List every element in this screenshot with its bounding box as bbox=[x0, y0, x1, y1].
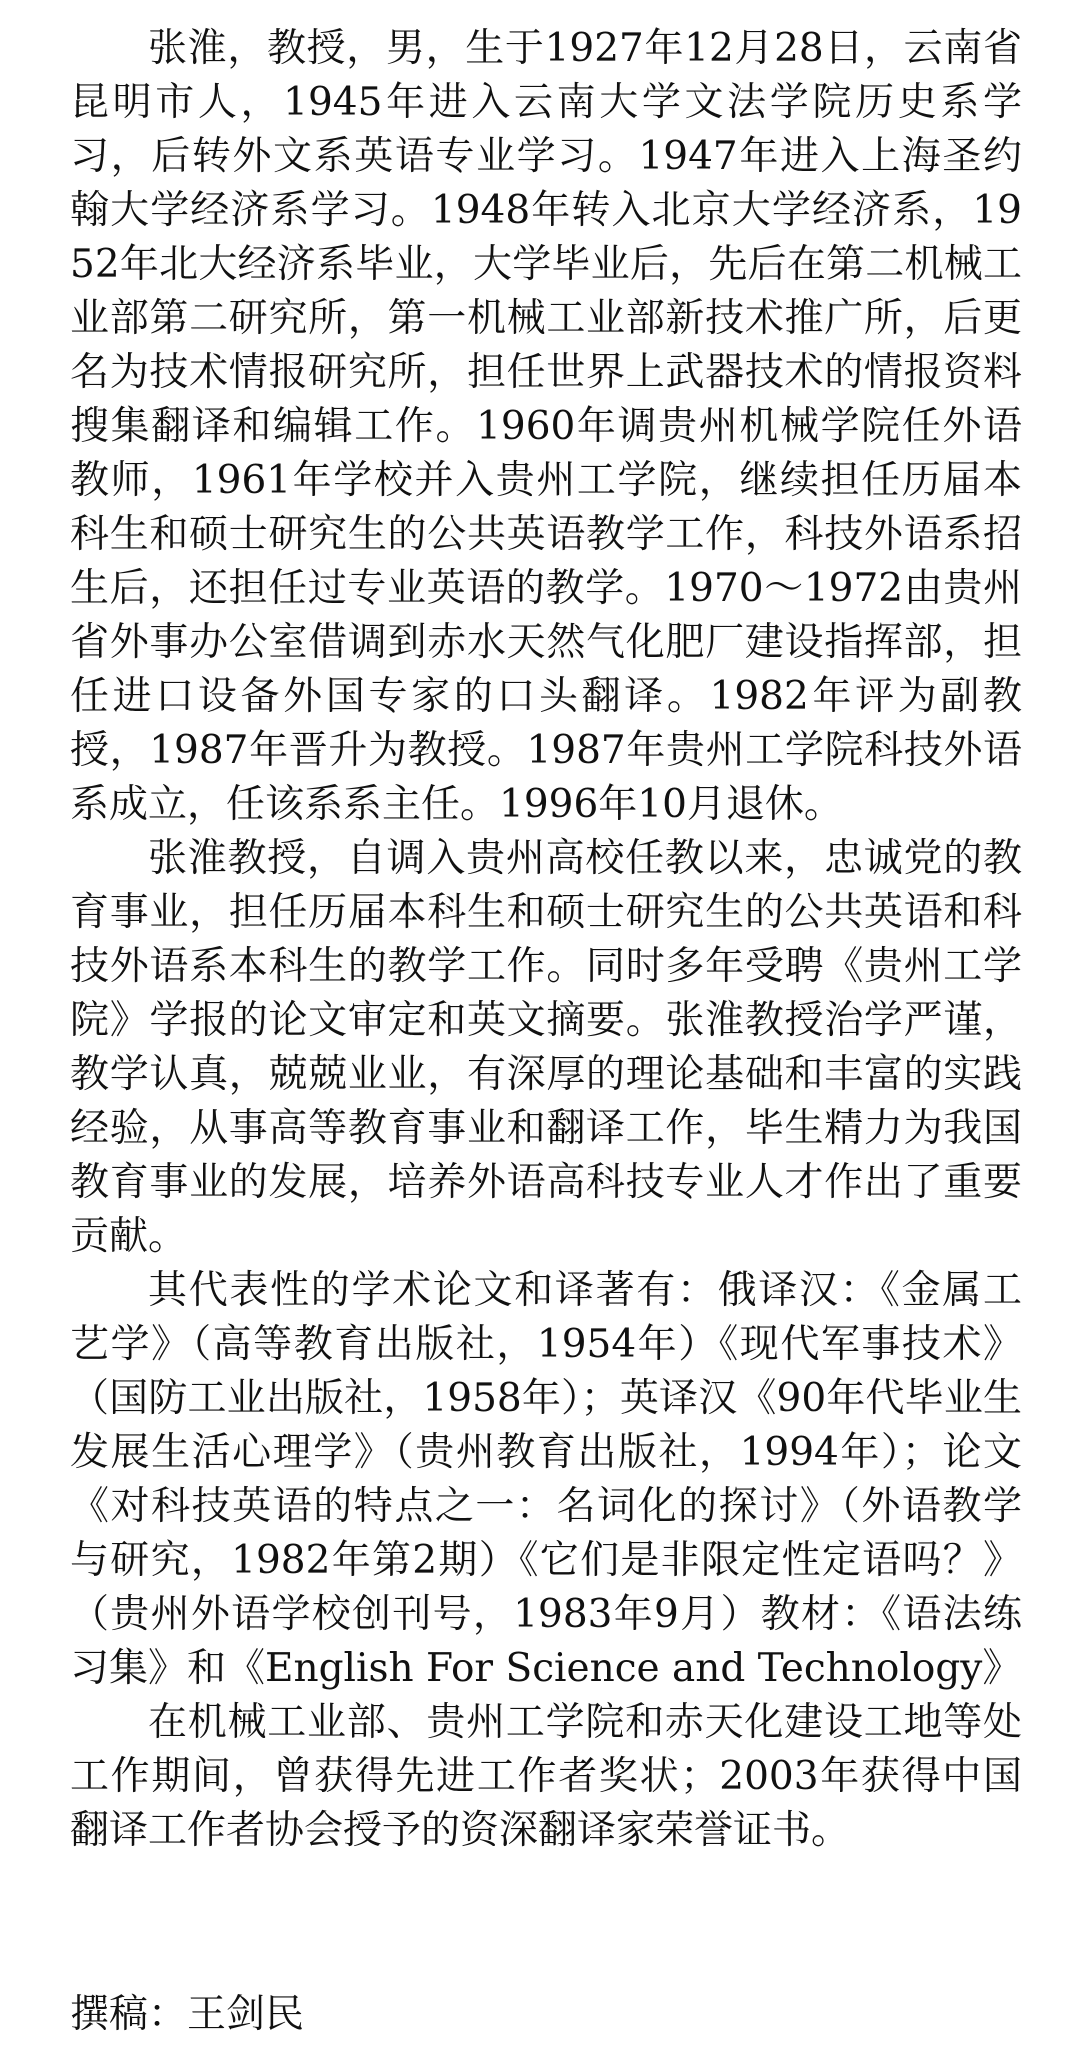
paragraph-publications: 其代表性的学术论文和译著有：俄译汉：《金属工艺学》（高等教育出版社，1954年）《现代军事技术》（国防工业出版社，1958年）；英译汉《90年代毕业生发展生活心理学》（贵州教育出版社，1994年）；论文《对科技英语的特点之一：名词化的探讨》（外语教学与研究，1982年第2期）《它们是非限定性定语吗？》（贵州外语学校创刊号，1983年9月）教材：《语法练习集》和《English For Science and Technology》 bbox=[70, 1268, 1022, 1691]
paragraph-awards: 在机械工业部、贵州工学院和赤天化建设工地等处工作期间，曾获得先进工作者奖状；2003年获得中国翻译工作者协会授予的资深翻译家荣誉证书。 bbox=[70, 1700, 1022, 1853]
paragraph-teaching-contributions: 张淮教授，自调入贵州高校任教以来，忠诚党的教育事业，担任历届本科生和硕士研究生的公共英语和科技外语系本科生的教学工作。同时多年受聘《贵州工学院》学报的论文审定和英文摘要。张淮教授治学严谨，教学认真，兢兢业业，有深厚的理论基础和丰富的实践经验，从事高等教育事业和翻译工作，毕生精力为我国教育事业的发展，培养外语高科技专业人才作出了重要贡献。 bbox=[70, 836, 1022, 1259]
document-body bbox=[70, 22, 1022, 1858]
paragraph-biography: 张淮，教授，男，生于1927年12月28日，云南省昆明市人，1945年进入云南大学文法学院历史系学习，后转外文系英语专业学习。1947年进入上海圣约翰大学经济系学习。1948年转入北京大学经济系，1952年北大经济系毕业，大学毕业后，先后在第二机械工业部第二研究所，第一机械工业部新技术推广所，后更名为技术情报研究所，担任世界上武器技术的情报资料搜集翻译和编辑工作。1960年调贵州机械学院任外语教师，1961年学校并入贵州工学院，继续担任历届本科生和硕士研究生的公共英语教学工作，科技外语系招生后，还担任过专业英语的教学。1970～1972由贵州省外事办公室借调到赤水天然气化肥厂建设指挥部，担任进口设备外国专家的口头翻译。1982年评为副教授，1987年晋升为教授。1987年贵州工学院科技外语系成立，任该系系主任。1996年10月退休。 bbox=[70, 26, 1022, 827]
author-byline: 撰稿：王剑民 bbox=[70, 1992, 305, 2037]
